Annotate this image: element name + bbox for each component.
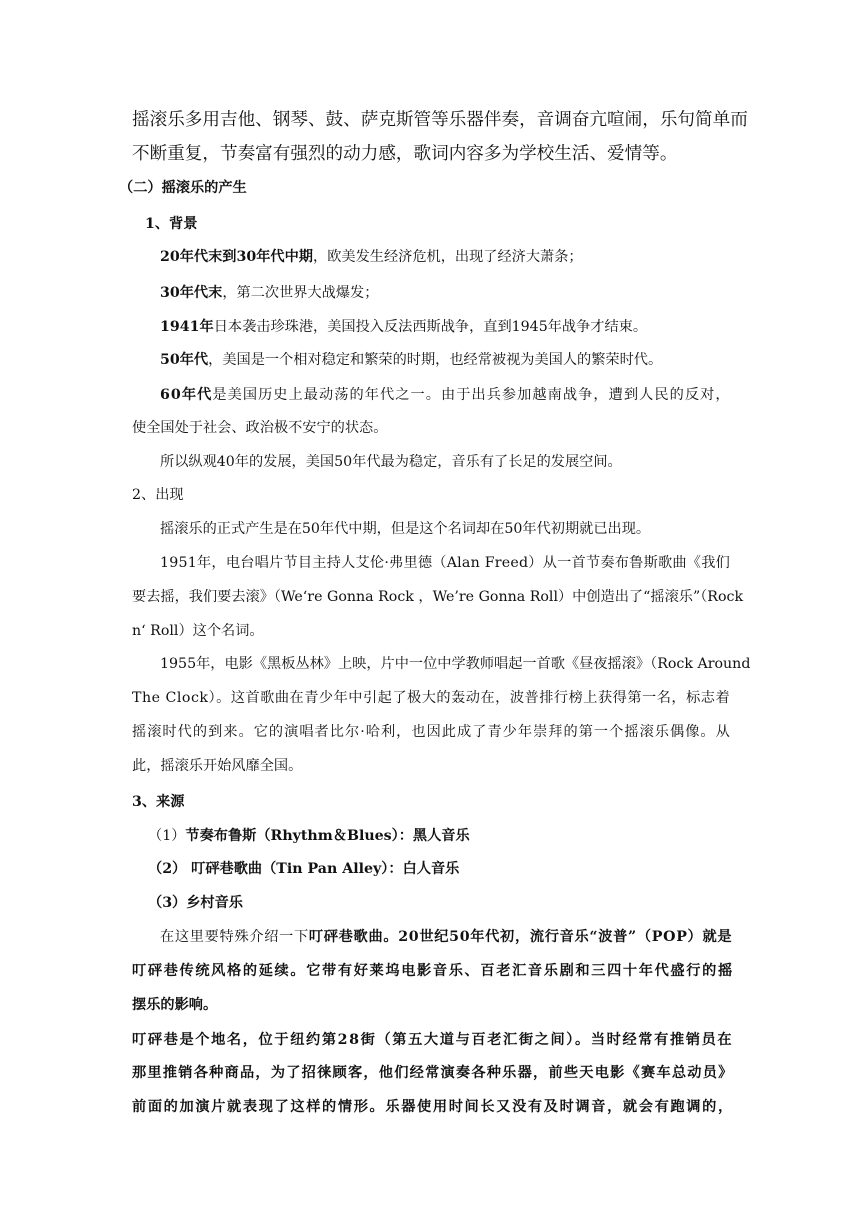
bold-text-run: 那里推销各种商品，为了招徕顾客，他们经常演奏各种乐器，前些天电影《赛车总动员》 <box>132 1065 734 1081</box>
text-run: n‘ Roll）这个名词。 <box>132 623 264 639</box>
bold-text-run: 30年代末 <box>160 285 223 301</box>
text-run: 要去摇，我们要去滚》（We‘re Gonna Rock ，We’re Gonna Roll）中创造出了“摇滚乐”（Rock <box>132 589 744 605</box>
text-line <box>160 250 583 264</box>
bold-text-run: 1941年 <box>160 319 214 335</box>
text-line <box>132 590 743 604</box>
text-run: 摇滚乐多用吉他、钢琴、鼓、萨克斯管等乐器伴奏，音调奋亢喧闹，乐句简单而 <box>132 110 748 130</box>
text-line <box>132 146 677 164</box>
text-run: 2、出现 <box>132 487 184 503</box>
bold-text-run: 前面的加演片就表现了这样的情形。乐器使用时间长又没有及时调音，就会有跑调的， <box>132 1099 734 1115</box>
text-line <box>132 1033 733 1047</box>
text-line <box>148 829 470 843</box>
text-line <box>160 455 622 469</box>
bold-text-run: 节奏布鲁斯（Rhythm＆Blues）：黑人音乐 <box>185 828 470 844</box>
text-run: 1955年，电影《黑板丛林》上映，片中一位中学教师唱起一首歌《昼夜摇滚》（Rock Around <box>160 656 751 672</box>
text-run: 摇滚乐的正式产生是在50年代中期，但是这个名词却在50年代初期就已出现。 <box>160 521 651 537</box>
text-line <box>160 353 662 367</box>
bold-text-run: 3、来源 <box>132 794 185 810</box>
text-run: ，美国是一个相对稳定和繁荣的时期，也经常被视为美国人的繁荣时代。 <box>208 352 663 368</box>
text-line <box>148 862 459 876</box>
bold-text-run: 1、背景 <box>145 216 198 232</box>
text-line <box>132 624 264 638</box>
text-line <box>132 795 184 809</box>
text-run: 摇滚时代的到来。它的演唱者比尔·哈利，也因此成了青少年崇拜的第一个摇滚乐偶像。从 <box>132 724 731 740</box>
bold-text-run: （2） 叮砰巷歌曲（Tin Pan Alley）：白人音乐 <box>148 861 460 877</box>
text-line <box>160 286 378 300</box>
bold-text-run: 摆乐的影响。 <box>132 997 218 1013</box>
text-run: （1） <box>148 828 186 844</box>
text-line <box>160 930 732 944</box>
bold-text-run: 50年代 <box>160 352 209 368</box>
text-run: ，欧美发生经济危机，出现了经济大萧条； <box>313 249 583 265</box>
text-line <box>145 217 197 231</box>
text-line <box>132 998 217 1012</box>
text-run: 在这里要特殊介绍一下 <box>160 929 309 945</box>
text-line <box>160 388 731 402</box>
text-run: 不断重复，节奏富有强烈的动力感，歌词内容多为学校生活、爱情等。 <box>132 144 678 164</box>
text-line <box>160 657 750 671</box>
text-line <box>132 421 387 435</box>
text-line <box>132 964 734 978</box>
bold-text-run: 20年代末到30年代中期 <box>160 249 313 265</box>
text-line <box>160 320 647 334</box>
text-run: 是美国历史上最动荡的年代之一。由于出兵参加越南战争，遭到人民的反对， <box>212 387 731 403</box>
text-line <box>132 691 730 705</box>
text-run: 1951年，电台唱片节目主持人艾伦·弗里德（Alan Freed）从一首节奏布鲁斯歌曲《我们 <box>160 555 731 571</box>
text-run: 此，摇滚乐开始风靡全国。 <box>132 758 303 774</box>
text-line <box>132 725 731 739</box>
bold-text-run: 叮砰巷歌曲。20世纪50年代初，流行音乐“波普”（POP）就是 <box>308 929 733 945</box>
text-line <box>148 896 243 910</box>
text-run: 日本袭击珍珠港，美国投入反法西斯战争，直到1945年战争才结束。 <box>213 319 648 335</box>
bold-text-run: 60年代 <box>160 387 213 403</box>
bold-text-run: （二）摇滚乐的产生 <box>119 180 247 196</box>
text-line <box>132 488 184 502</box>
bold-text-run: （3）乡村音乐 <box>148 895 243 911</box>
text-line <box>132 759 302 773</box>
text-line <box>132 112 748 130</box>
text-run: 使全国处于社会、政治极不安宁的状态。 <box>132 420 388 436</box>
text-run: The Clock）。这首歌曲在青少年中引起了极大的轰动在，波普排行榜上获得第一名，标志着 <box>132 690 731 706</box>
text-run: 所以纵观40年的发展，美国50年代最为稳定，音乐有了长足的发展空间。 <box>160 454 622 470</box>
bold-text-run: 叮砰巷是个地名，位于纽约第28街（第五大道与百老汇街之间）。当时经常有推销员在 <box>132 1032 734 1048</box>
text-line <box>132 1100 734 1114</box>
text-line <box>160 556 730 570</box>
text-line <box>160 522 650 536</box>
bold-text-run: 叮砰巷传统风格的延续。它带有好莱坞电影音乐、百老汇音乐剧和三四十年代盛行的摇 <box>132 963 734 979</box>
text-line <box>132 1066 734 1080</box>
text-run: ，第二次世界大战爆发； <box>222 285 379 301</box>
text-line <box>119 181 247 195</box>
